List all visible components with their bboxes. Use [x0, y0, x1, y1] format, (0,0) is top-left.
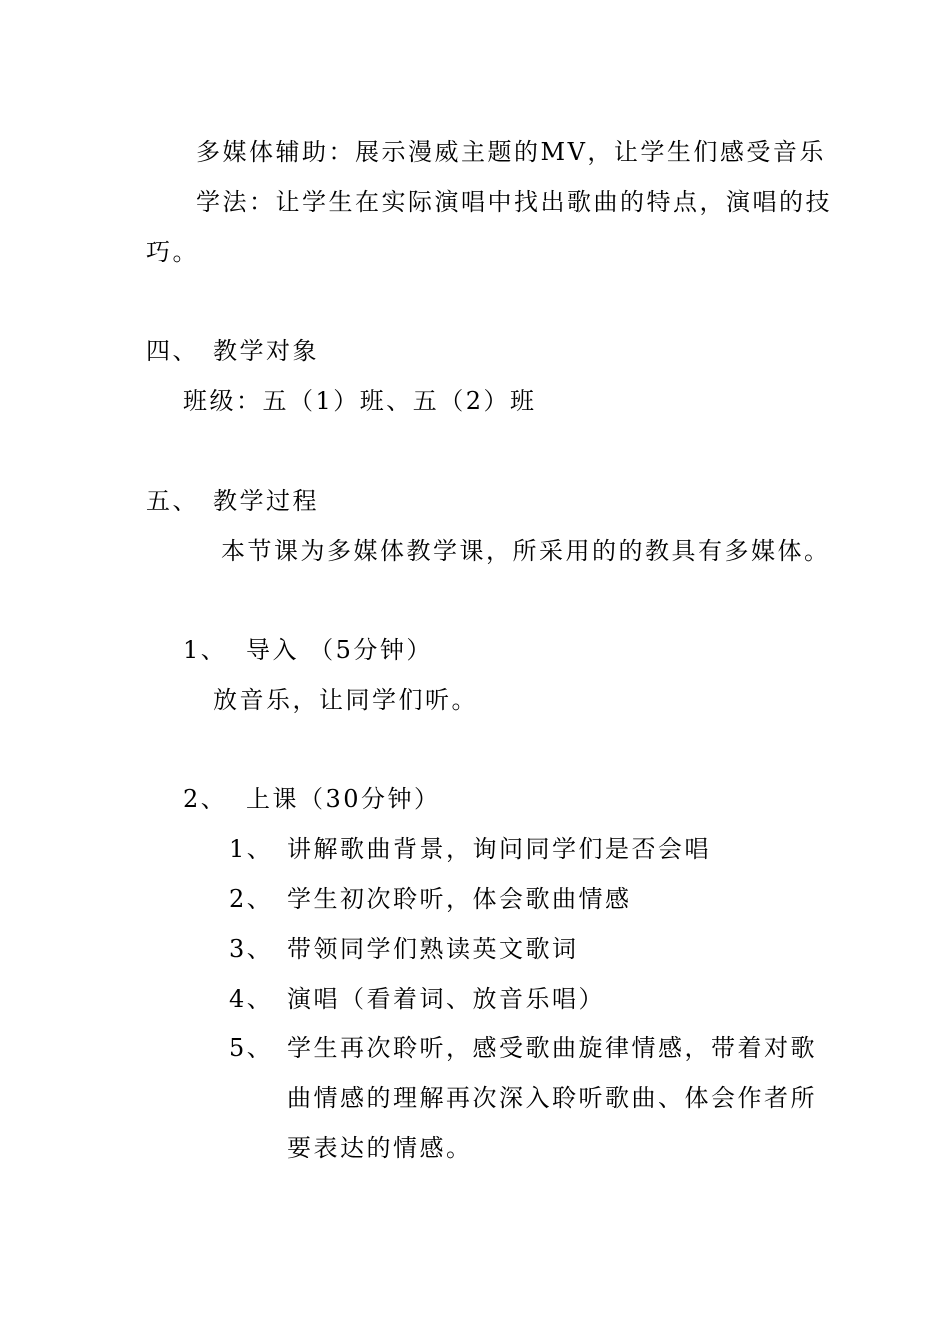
list-item-2-text: 学生初次聆听，体会歌曲情感: [287, 885, 632, 913]
list-item-1-number: 1、: [229, 835, 274, 863]
list-item-5-text-line-1: 学生再次聆听，感受歌曲旋律情感，带着对歌: [287, 1034, 817, 1062]
multimedia-paragraph: 多媒体辅助：展示漫威主题的MV，让学生们感受音乐: [196, 138, 826, 166]
list-item-4-text: 演唱（看着词、放音乐唱）: [287, 985, 605, 1013]
method-paragraph-line-1: 学法：让学生在实际演唱中找出歌曲的特点，演唱的技: [196, 188, 832, 216]
section-4-number: 四、: [146, 337, 199, 365]
section-4-title: 教学对象: [213, 337, 319, 365]
list-item-2-number: 2、: [229, 885, 274, 913]
list-item-5-text-line-3: 要表达的情感。: [287, 1134, 473, 1162]
step-2-number: 2、: [183, 785, 228, 813]
class-info: 班级：五（1）班、五（2）班: [183, 387, 537, 415]
section-5-number: 五、: [146, 487, 199, 515]
step-2-title: 上课（30分钟）: [246, 785, 441, 813]
list-item-4-number: 4、: [229, 985, 274, 1013]
process-intro: 本节课为多媒体教学课，所采用的的教具有多媒体。: [221, 537, 831, 565]
list-item-1-text: 讲解歌曲背景，询问同学们是否会唱: [287, 835, 711, 863]
step-1-number: 1、: [183, 636, 228, 664]
section-5-title: 教学过程: [213, 487, 319, 515]
step-1-title: 导入 （5分钟）: [246, 636, 433, 664]
list-item-5-text-line-2: 曲情感的理解再次深入聆听歌曲、体会作者所: [287, 1084, 817, 1112]
step-1-content: 放音乐，让同学们听。: [213, 686, 478, 714]
method-paragraph-line-2: 巧。: [146, 238, 199, 266]
list-item-5-number: 5、: [229, 1034, 274, 1062]
list-item-3-number: 3、: [229, 935, 274, 963]
list-item-3-text: 带领同学们熟读英文歌词: [287, 935, 579, 963]
